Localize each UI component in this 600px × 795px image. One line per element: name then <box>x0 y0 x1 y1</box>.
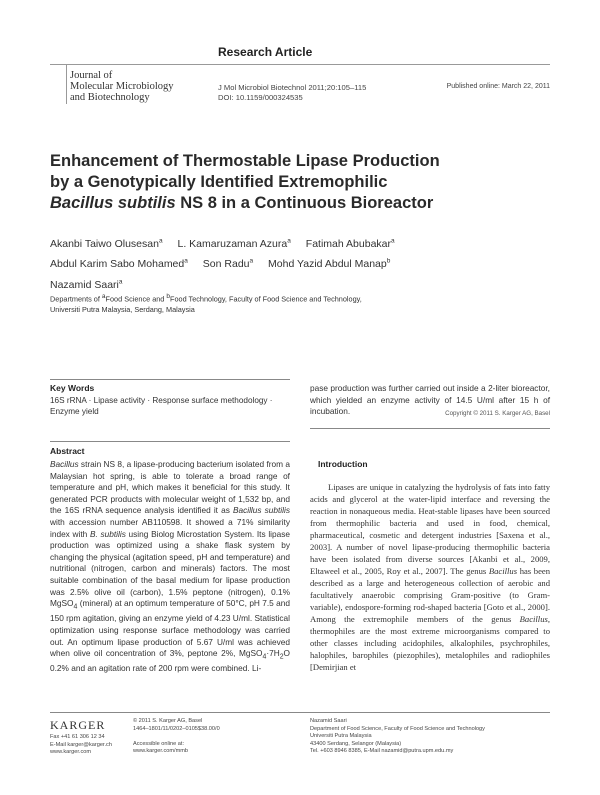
author: Nazamid Saari$^a$ <box>50 278 123 291</box>
title-line-1: Enhancement of Thermostable Lipase Production <box>50 152 440 170</box>
keywords-text: 16S rRNA · Lipase activity · Response surface methodology · Enzyme yield <box>50 396 273 416</box>
title-line-3 <box>50 193 550 214</box>
affiliation: Departments of $^a$Food Science and $^b$Food Technology, Faculty of Food Science and Technology, Universiti Putra Malaysia, Serdang, Malaysia <box>50 293 362 315</box>
article-type: Research Article <box>218 45 313 59</box>
citation <box>218 83 366 103</box>
author: Son Radu$^a$ <box>202 257 254 270</box>
abstract-rule <box>50 441 290 442</box>
citation-text: J Mol Microbiol Biotechnol 2011;20:105–115 <box>218 83 367 92</box>
author: Mohd Yazid Abdul Manap$^b$ <box>268 257 391 270</box>
publisher-logo: KARGER <box>50 718 106 732</box>
copyright: Copyright © 2011 S. Karger AG, Basel <box>445 410 550 417</box>
journal-line: Molecular Microbiology <box>70 81 174 92</box>
header-rule <box>50 64 550 65</box>
author: L. Kamaruzaman Azura$^a$ <box>177 237 291 250</box>
published-online: Published online: March 22, 2011 <box>446 83 550 90</box>
journal-name <box>70 70 174 103</box>
author: Akanbi Taiwo Olusesan$^a$ <box>50 237 163 250</box>
footer-rule <box>50 712 550 713</box>
doi: DOI: 10.1159/000324535 <box>218 93 303 102</box>
abstract-continued: pase production was further carried out inside a 2-liter bioreactor, which yielded an enzyme activity of 14.5 U/ml after 15 h of incubation. <box>310 383 550 417</box>
publisher-contact: Fax +41 61 306 12 34 E-Mail karger@karger.ch www.karger.com <box>50 734 112 755</box>
author: Abdul Karim Sabo Mohamed$^a$ <box>50 257 188 270</box>
keywords-heading: Key Words <box>50 383 95 393</box>
abstract-end-rule <box>310 428 550 429</box>
journal-rule <box>66 64 67 104</box>
introduction-text: Lipases are unique in catalyzing the hydrolysis of fats into fatty acids and glycerol at the water-lipid interface and reversing the reaction in nonaqueous media. Heat-stable lipases have been sourced from thermophilic bacteria and used in food, chemical, pharmaceutical, cosmetic and detergent industries [Saxena et al., 2003]. A number of novel lipase-producing thermophilic bacteria have been isolated from diverse sources [Akanbi et al., 2009, Eltaweel et al., 2005, Roy et al., 2007]. The genus Bacillus has been described as a large and heterogeneous collection of aerobic and facultatively anaerobic comprising Gram-positive (to Gram-variable), endospore-forming rod-shaped bacteria [Goto et al., 2000]. Among the extremophile members of the genus Bacillus, thermophiles are the most extreme microorganisms compared to other classes including acidophiles, alkalophiles, psychrophiles, halophiles, barophiles (piezophiles), metalophiles and radiophiles [Demirjian et <box>310 482 551 672</box>
journal-line: Journal of <box>70 70 113 81</box>
abstract-heading: Abstract <box>50 446 85 456</box>
introduction-heading: Introduction <box>318 459 368 469</box>
journal-line: and Biotechnology <box>70 92 150 103</box>
keywords-rule <box>50 379 290 380</box>
abstract-text: Bacillus strain NS 8, a lipase-producing bacterium isolated from a Malaysian hot spring, is able to tolerate a broad range of temperature and pH, which makes it beneficial for this study. It generated PCR products with molecular weight of 1,532 bp, and the 16S rRNA sequence analysis identified it as Bacillus subtilis with accession number AB110598. It showed a 71% similarity index with B. subtilis using Biolog Microstation System. Its lipase production was optimized using a shake flask system by changing the physical (agitation speed, pH and temperature) and nutritional (nitrogen, carbon and minerals) factors. The most suitable combination of the basal medium for lipase production was 2.5% olive oil (carbon), 1.5% peptone (nitrogen), 0.1% MgSO$_4$ (mineral) at an optimum temperature of 50°C, pH 7.5 and 150 rpm agitation, giving an enzyme yield of 4.23 U/ml. Statistical optimization using response surface methodology was carried out. An optimum lipase production of 5.67 U/ml was achieved when olive oil concentration of 3%, peptone 2%, $MgSO_4\cdot 7H_2O$ 0.2% and an agitation rate of 200 rpm were combined. Li- <box>50 459 290 674</box>
author-list <box>50 232 550 294</box>
corresponding-address: Nazamid Saari Department of Food Science, Faculty of Food Science and Technology Universiti Putra Malaysia 43400 Serdang, Selangor (Malaysia) Tel. +603 8946 8385, E-Mail nazamid@putra.upm.edu.my <box>310 718 485 754</box>
footer-copyright: © 2011 S. Karger AG, Basel 1464–1801/11/0202–0105$38.00/0 Accessible online at: www.karger.com/mmb <box>133 718 220 754</box>
article-title <box>50 151 550 214</box>
author: Fatimah Abubakar$^a$ <box>305 237 395 250</box>
title-line-2: by a Genotypically Identified Extremophilic <box>50 173 388 191</box>
title-line-3-rest: NS 8 in a Continuous Bioreactor <box>175 194 434 212</box>
title-organism: Bacillus subtilis <box>50 194 176 212</box>
